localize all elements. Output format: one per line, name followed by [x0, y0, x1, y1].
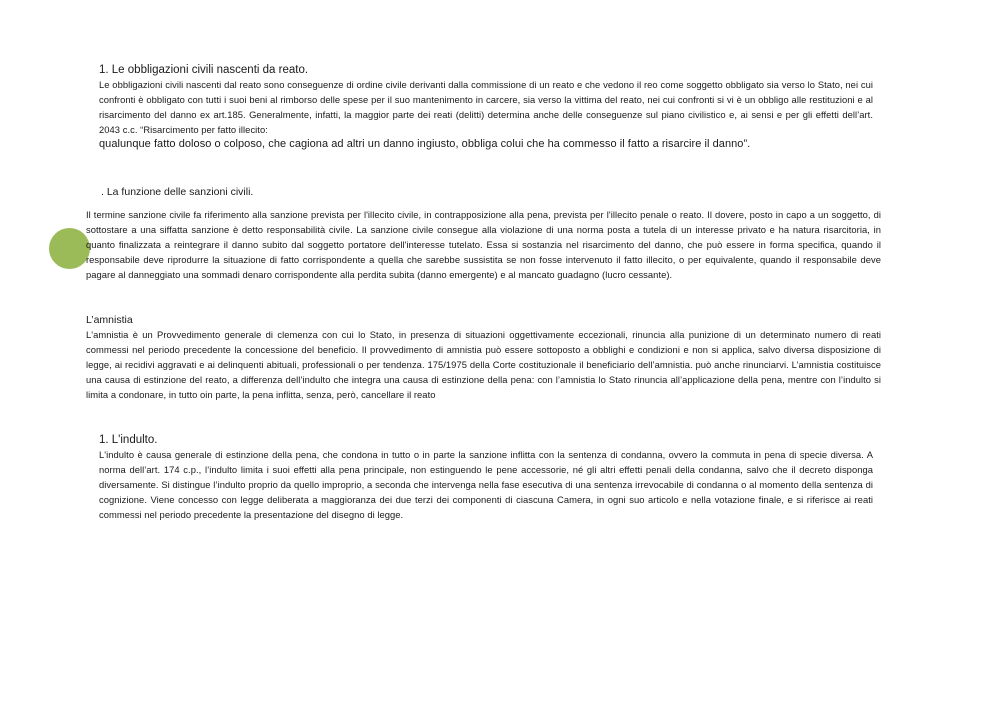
quote-text: qualunque fatto doloso o colposo, che cagiona ad altri un danno ingiusto, obbliga colui che ha commesso il fatto a risarcire il danno”.: [99, 138, 751, 150]
section-obbligazioni: [99, 63, 873, 152]
section-sanzioni-heading-block: [101, 185, 501, 199]
section-heading: 1. L'indulto.: [99, 434, 158, 446]
decorative-circle: [49, 228, 90, 269]
section-body: L'amnistia è un Provvedimento generale di clemenza con cui lo Stato, in presenza di situazioni oggettivamente eccezionali, rinuncia alla punizione di un determinato numero di reati commessi nel periodo precedente la concessione del beneficio. Il provvedimento di amnistia può essere sottoposto a obblighi e condizioni e non si applica, salvo diversa disposizione di legge, ai recidivi aggravati e ai delinquenti abituali, professionali o per tendenza. 175/1975 della Corte costituzionale il beneficiario dell’amnistia. può anche rinunciarvi. L’amnistia costituisce una causa di estinzione del reato, a differenza dell’indulto che integra una causa di estinzione della pena: con l’amnistia lo Stato rinuncia all’applicazione della pena, mentre con l’indulto si limita a condonare, in tutto oin parte, la pena inflitta, senza, però, cancellare il reato: [86, 329, 881, 400]
section-heading: 1. Le obbligazioni civili nascenti da reato.: [99, 64, 309, 76]
section-heading: L’amnistia: [86, 314, 133, 326]
section-body: L'indulto è causa generale di estinzione della pena, che condona in tutto o in parte la sanzione inflitta con la sentenza di condanna, ovvero la commuta in pena di specie diversa. A norma dell’art. 174 c.p., l’indulto limita i suoi effetti alla pena principale, non estinguendo le pene accessorie, né gli altri effetti penali della condanna, salvo che il decreto disponga diversamente. Si distingue l’indulto proprio da quello improprio, a seconda che intervenga nella fase esecutiva di una sentenza irrevocabile di condanna o al momento della sentenza di cognizione. Viene concesso con legge deliberata a maggioranza dei due terzi dei componenti di ciascuna Camera, in ogni suo articolo e nella votazione finale, e si riferisce ai reati commessi nel periodo precedente la presentazione del disegno di legge.: [99, 449, 873, 520]
section-sanzioni: [86, 207, 881, 282]
section-body: Il termine sanzione civile fa riferimento alla sanzione prevista per l'illecito civile, in contrapposizione alla pena, prevista per l'illecito penale o reato. Il dovere, posto in capo a un soggetto, di sottostare a una siffatta sanzione è detto responsabilità civile. La sanzione civile consegue alla violazione di una norma posta a tutela di un interesse privato e ha natura risarcitoria, in quanto finalizzata a reintegrare il danno subito dal soggetto portatore dell'interesse tutelato. Essa si sostanzia nel risarcimento del danno, che può essere in forma specifica, quando il responsabile deve riprodurre la situazione di fatto corrispondente a quella che sarebbe sussistita se non fosse intervenuto il fatto illecito, o per equivalente, quando il responsabile deve pagare al danneggiato una sommadi denaro corrispondente alla perdita subita (danno emergente) e al mancato guadagno (lucro cessante).: [86, 209, 881, 280]
section-indulto: [99, 433, 873, 522]
section-heading: . La funzione delle sanzioni civili.: [101, 186, 254, 198]
section-body: Le obbligazioni civili nascenti dal reato sono conseguenze di ordine civile derivanti dalla commissione di un reato e che vedono il reo come soggetto obbligato sia verso lo Stato, nei cui confronti è obbligato con tutti i suoi beni al rimborso delle spese per il suo mantenimento in carcere, sia verso la vittima del reato, nei cui confronti si vi è un obbligo alle restituzioni e al risarcimento del danno ex art.185. Generalmente, infatti, la maggior parte dei reati (delitti) determina anche delle conseguenze sul piano civilistico e, ai sensi e per gli effetti dell’art. 2043 c.c. “Risarcimento per fatto illecito:: [99, 79, 873, 135]
section-amnistia: [86, 313, 881, 402]
